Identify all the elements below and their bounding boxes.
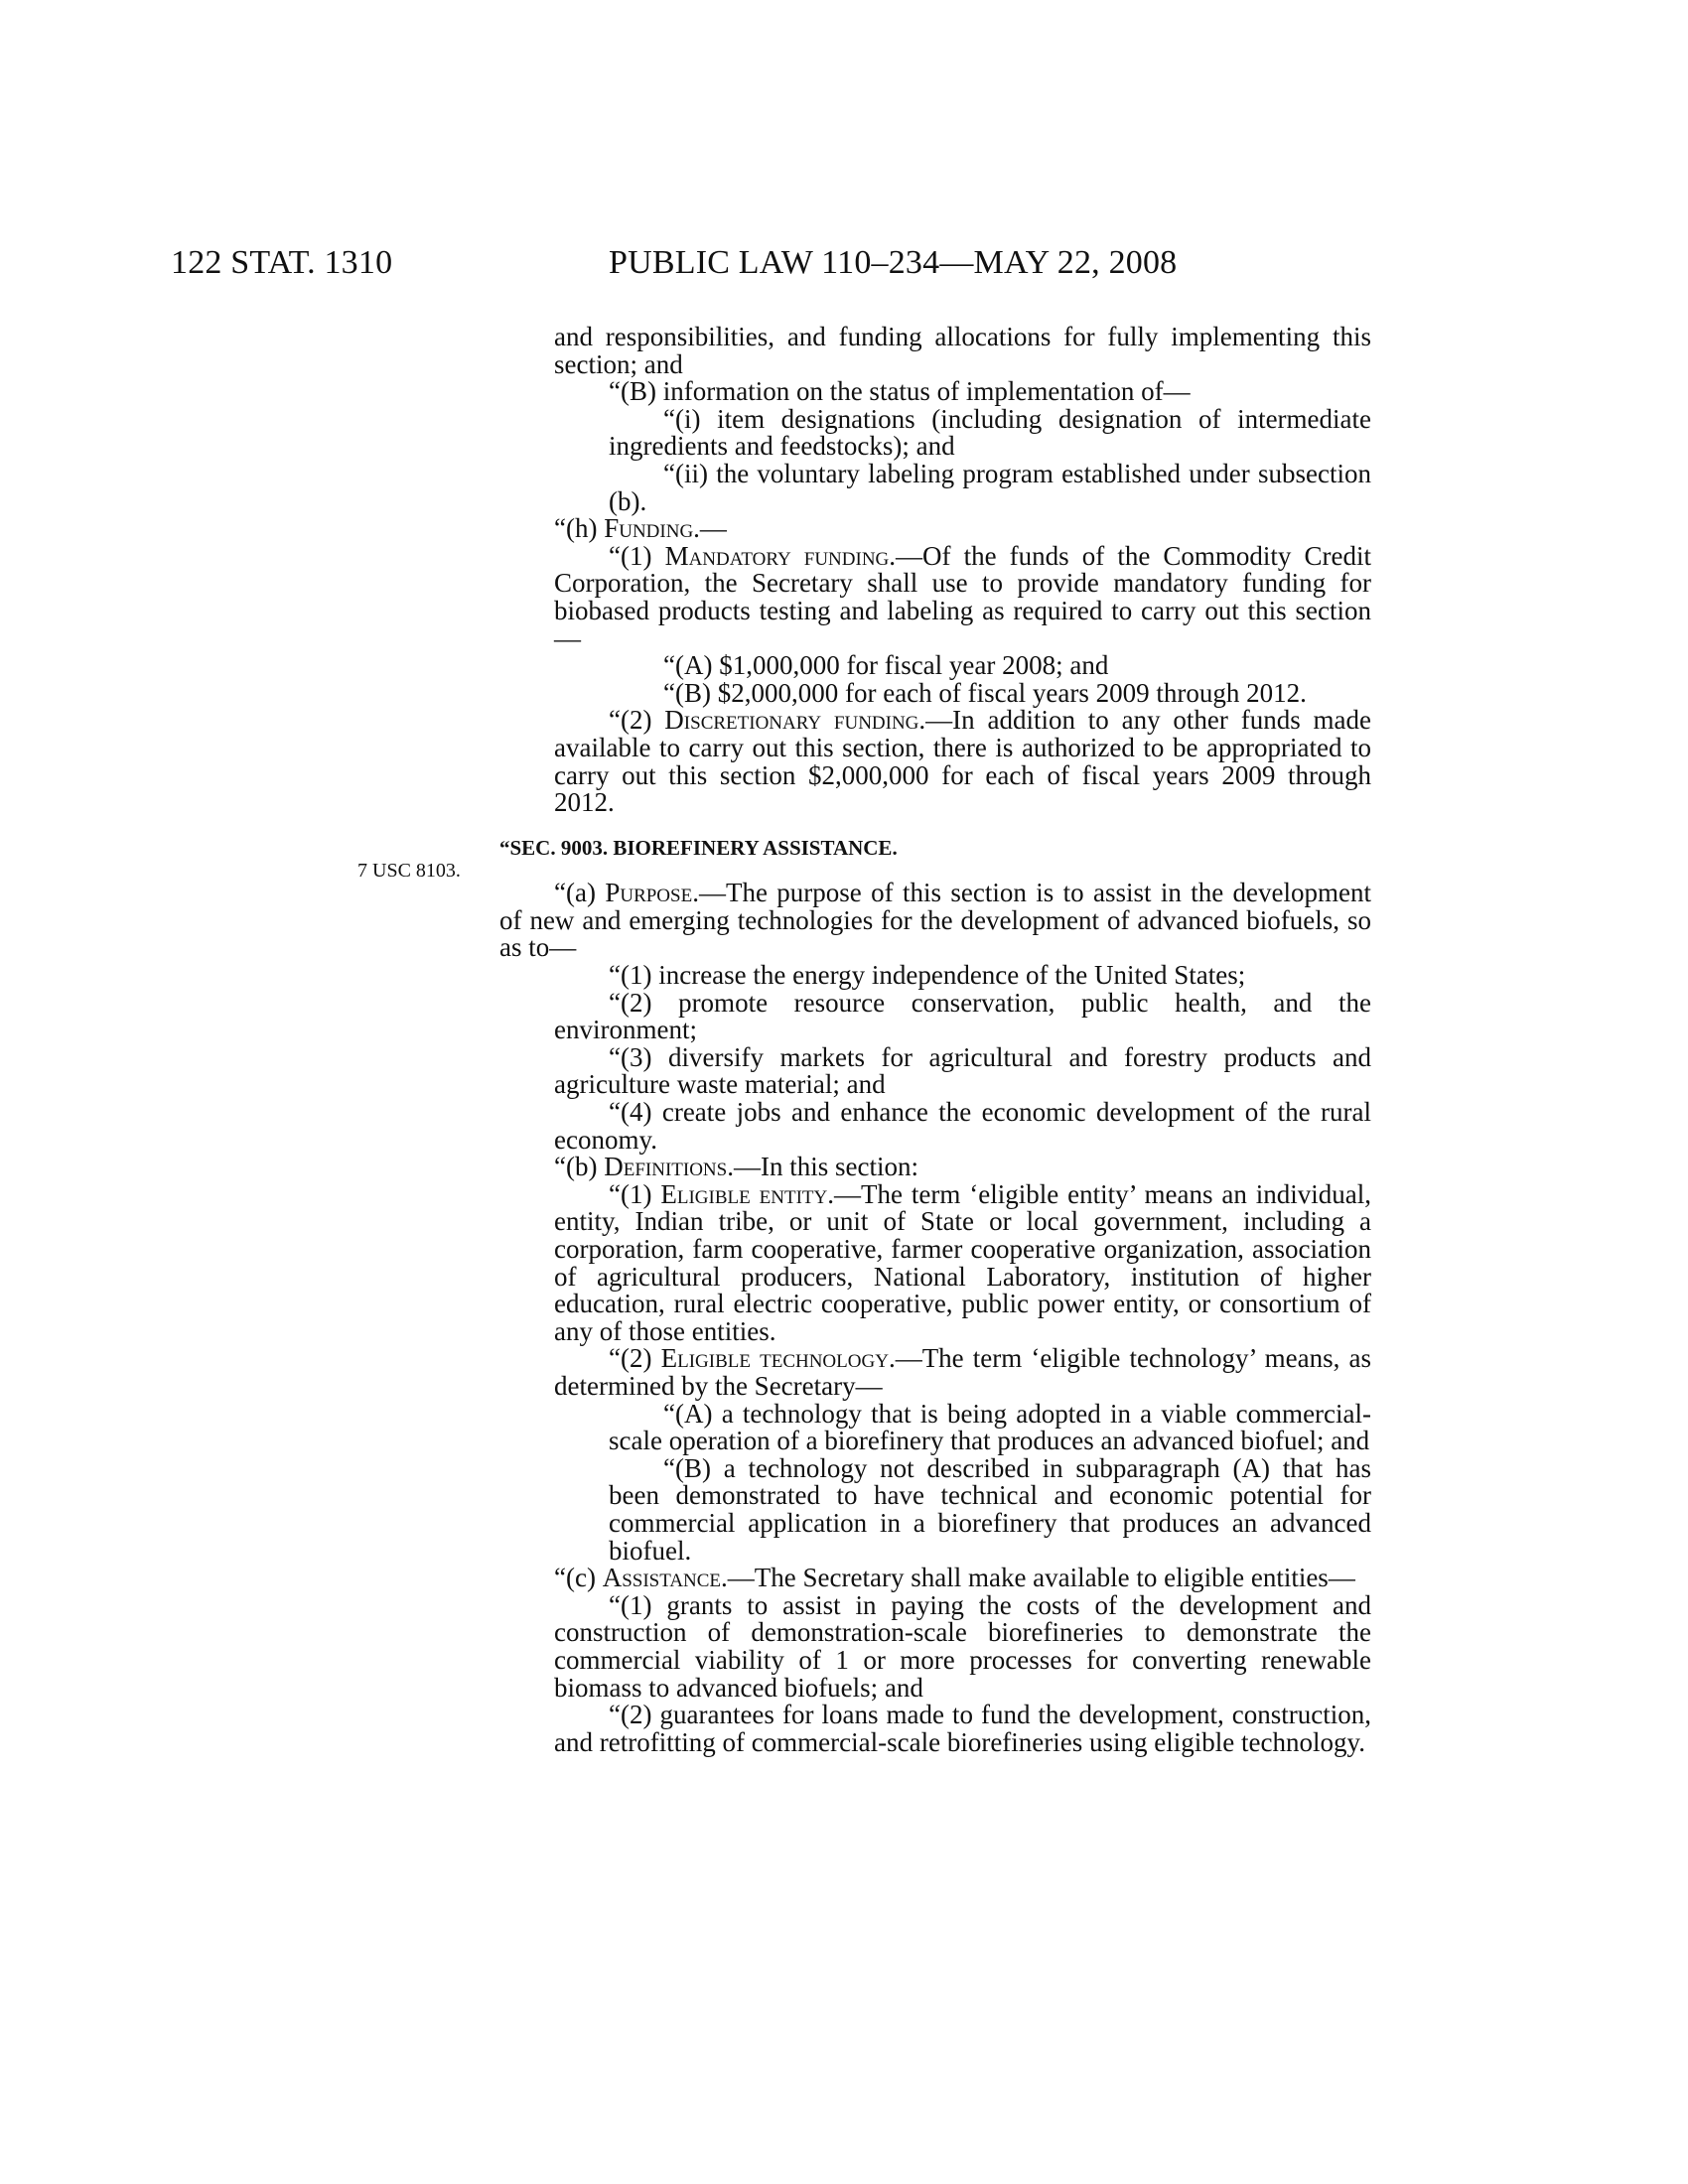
paragraph: “(ii) the voluntary labeling program established under subsection (b). — [609, 458, 1371, 516]
paragraph: “(B) $2,000,000 for each of fiscal years 2009 through 2012. — [663, 677, 1307, 708]
paragraph: “(4) create jobs and enhance the economic development of the rural economy. — [554, 1097, 1371, 1155]
paragraph: “(a) Purpose.—The purpose of this section is to assist in the development of new and emerging technologies for the development of advanced biofuels, so as to— — [499, 878, 1372, 963]
subsection-h-heading: “(h) Funding.— — [554, 513, 727, 544]
usc-margin-citation: 7 USC 8103. — [357, 860, 461, 882]
paragraph: “(b) Definitions.—In this section: — [554, 1152, 918, 1182]
paragraph: “(2) promote resource conservation, public health, and the environment; — [554, 987, 1371, 1045]
running-header-title: PUBLIC LAW 110–234—MAY 22, 2008 — [609, 244, 1178, 281]
paragraph: “(1) Mandatory funding.—Of the funds of the Commodity Credit Corporation, the Secretary shall use to provide mandatory funding for biobased products testing and labeling as required to carry out this section— — [554, 540, 1372, 653]
section-heading: “SEC. 9003. BIOREFINERY ASSISTANCE. — [499, 835, 898, 860]
paragraph: “(2) Eligible technology.—The term ‘eligible technology’ means, as determined by the Secretary— — [554, 1343, 1371, 1401]
paragraph: “(2) guarantees for loans made to fund the development, construction, and retrofitting of commercial-scale biorefineries using eligible technology. — [554, 1700, 1371, 1757]
paragraph: “(B) information on the status of implementation of— — [609, 376, 1191, 407]
paragraph: “(c) Assistance.—The Secretary shall make available to eligible entities— — [554, 1563, 1355, 1593]
paragraph: “(A) a technology that is being adopted in a viable commercial-scale operation of a biorefinery that produces an advanced biofuel; and — [609, 1398, 1371, 1456]
paragraph: “(1) increase the energy independence of the United States; — [609, 960, 1246, 991]
stat-page-number: 122 STAT. 1310 — [171, 244, 393, 281]
paragraph: “(1) grants to assist in paying the costs of the development and construction of demonstration-scale biorefineries to demonstrate the commercial viability of 1 or more processes for converting renewable biomass to advanced biofuels; and — [554, 1589, 1371, 1703]
paragraph: “(2) Discretionary funding.—In addition to any other funds made available to carry out this section, there is authorized to be appropriated to carry out this section $2,000,000 for each of fiscal years 2009 through 2012. — [554, 705, 1371, 818]
paragraph: “(i) item designations (including designation of intermediate ingredients and feedstocks); and — [609, 403, 1371, 462]
document-body — [499, 324, 1371, 1756]
paragraph: and responsibilities, and funding allocations for fully implementing this section; and — [554, 322, 1371, 379]
paragraph: “(A) $1,000,000 for fiscal year 2008; and — [663, 650, 1109, 681]
paragraph: “(1) Eligible entity.—The term ‘eligible entity’ means an individual, entity, Indian tribe, or unit of State or local government, including a corporation, farm cooperative, farmer cooperative organization, association of agricultural producers, National Laboratory, institution of higher education, rural electric cooperative, public power entity, or consortium of any of those entities. — [554, 1178, 1371, 1346]
paragraph: “(3) diversify markets for agricultural and forestry products and agriculture waste material; and — [554, 1041, 1371, 1100]
paragraph: “(B) a technology not described in subparagraph (A) that has been demonstrated to have technical and economic potential for commercial application in a biorefinery that produces an advanced biofuel. — [609, 1452, 1371, 1566]
